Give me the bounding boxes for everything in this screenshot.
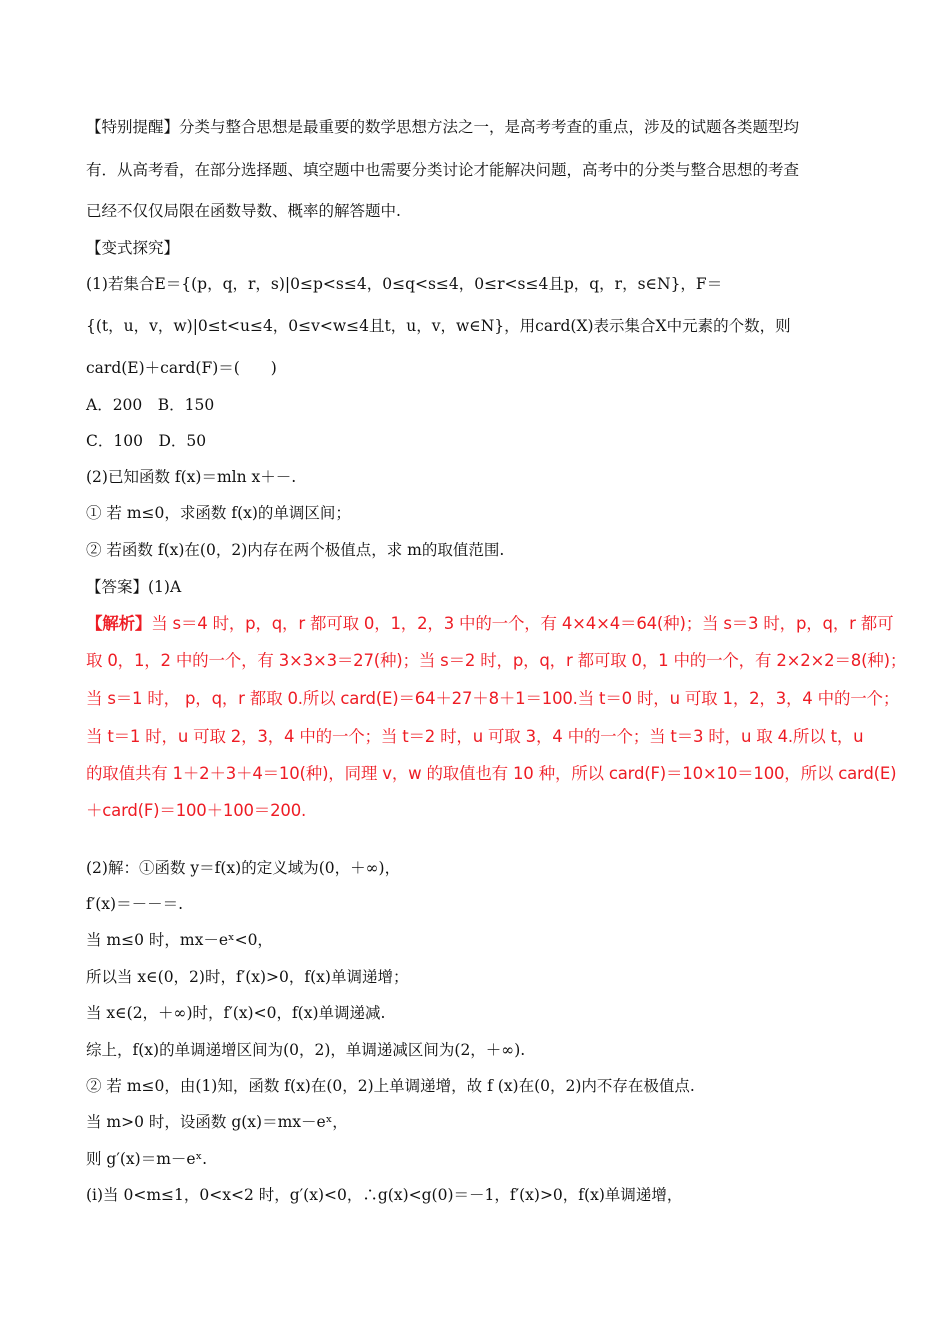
solution-line-8: 当 m>0 时，设函数 g(x)＝mx－eˣ， (86, 1113, 348, 1131)
solution-line-5: 当 x∈(2，＋∞)时，f′(x)<0，f(x)单调递减. (86, 1004, 386, 1022)
variant-header: 【变式探究】 (86, 239, 180, 257)
analysis-line-4: 当 t＝1 时，u 可取 2，3，4 中的一个；当 t＝2 时，u 可取 3，4 中的一个；当 t＝3 时，u 取 4.所以 t，u (86, 727, 864, 746)
analysis-line-1 (86, 614, 893, 634)
solution-line-9: 则 g′(x)＝m－eˣ. (86, 1150, 208, 1168)
analysis-line-6: ＋card(F)＝100＋100＝200. (86, 801, 307, 820)
analysis-tag: 【解析】 (86, 614, 152, 633)
problem1-line-1: (1)若集合E＝{(p，q，r，s)|0≤p<s≤4，0≤q<s≤4，0≤r<s≤4且p，q，r，s∈N}，F＝ (86, 275, 723, 293)
problem1-line-3: card(E)＋card(F)＝( ) (86, 359, 277, 377)
problem1-line-2: {(t，u，v，w)|0≤t<u≤4，0≤v<w≤4且t，u，v，w∈N}，用card(X)表示集合X中元素的个数，则 (86, 317, 791, 335)
solution-line-10: (i)当 0<m≤1，0<x<2 时，g′(x)<0，∴g(x)<g(0)＝－1，f′(x)>0，f(x)单调递增， (86, 1186, 683, 1204)
problem2-line-2: ① 若 m≤0，求函数 f(x)的单调区间； (86, 504, 351, 522)
analysis-text-1: 当 s＝4 时，p，q，r 都可取 0，1，2，3 中的一个，有 4×4×4＝64(种)；当 s＝3 时，p，q，r 都可 (151, 614, 894, 633)
problem2-line-3: ② 若函数 f(x)在(0，2)内存在两个极值点，求 m的取值范围. (86, 541, 505, 559)
analysis-line-3: 当 s＝1 时， p，q，r 都取 0.所以 card(E)＝64＋27＋8＋1＝100.当 t＝0 时，u 可取 1，2，3，4 中的一个； (86, 689, 900, 708)
solution-line-7: ② 若 m≤0，由(1)知，函数 f(x)在(0，2)上单调递增，故 f (x)在(0，2)内不存在极值点. (86, 1077, 695, 1095)
analysis-line-2: 取 0，1，2 中的一个，有 3×3×3＝27(种)；当 s＝2 时，p，q，r 都可取 0，1 中的一个，有 2×2×2＝8(种)； (86, 651, 907, 670)
problem2-line-1: (2)已知函数 f(x)＝mln x＋－. (86, 468, 297, 486)
reminder-line-3: 已经不仅仅局限在函数导数、概率的解答题中. (86, 202, 401, 220)
problem1-options-cd: C．100 D．50 (86, 432, 207, 450)
solution-line-4: 所以当 x∈(0，2)时，f′(x)>0，f(x)单调递增； (86, 968, 409, 986)
solution-line-1: (2)解：①函数 y＝f(x)的定义域为(0，＋∞)， (86, 859, 401, 877)
answer-line: 【答案】(1)A (86, 578, 182, 596)
solution-line-2: f′(x)＝－－＝. (86, 895, 184, 913)
reminder-line-2: 有．从高考看，在部分选择题、填空题中也需要分类讨论才能解决问题，高考中的分类与整合思想的考查 (86, 161, 800, 179)
solution-line-6: 综上，f(x)的单调递增区间为(0，2)，单调递减区间为(2，＋∞). (86, 1041, 526, 1059)
reminder-line-1: 【特别提醒】分类与整合思想是最重要的数学思想方法之一，是高考考查的重点，涉及的试题各类题型均 (86, 118, 800, 136)
analysis-line-5: 的取值共有 1＋2＋3＋4＝10(种)，同理 v，w 的取值也有 10 种，所以 card(F)＝10×10＝100，所以 card(E) (86, 764, 897, 783)
problem1-options-ab: A．200 B．150 (86, 396, 215, 414)
solution-line-3: 当 m≤0 时，mx－eˣ<0， (86, 931, 273, 949)
